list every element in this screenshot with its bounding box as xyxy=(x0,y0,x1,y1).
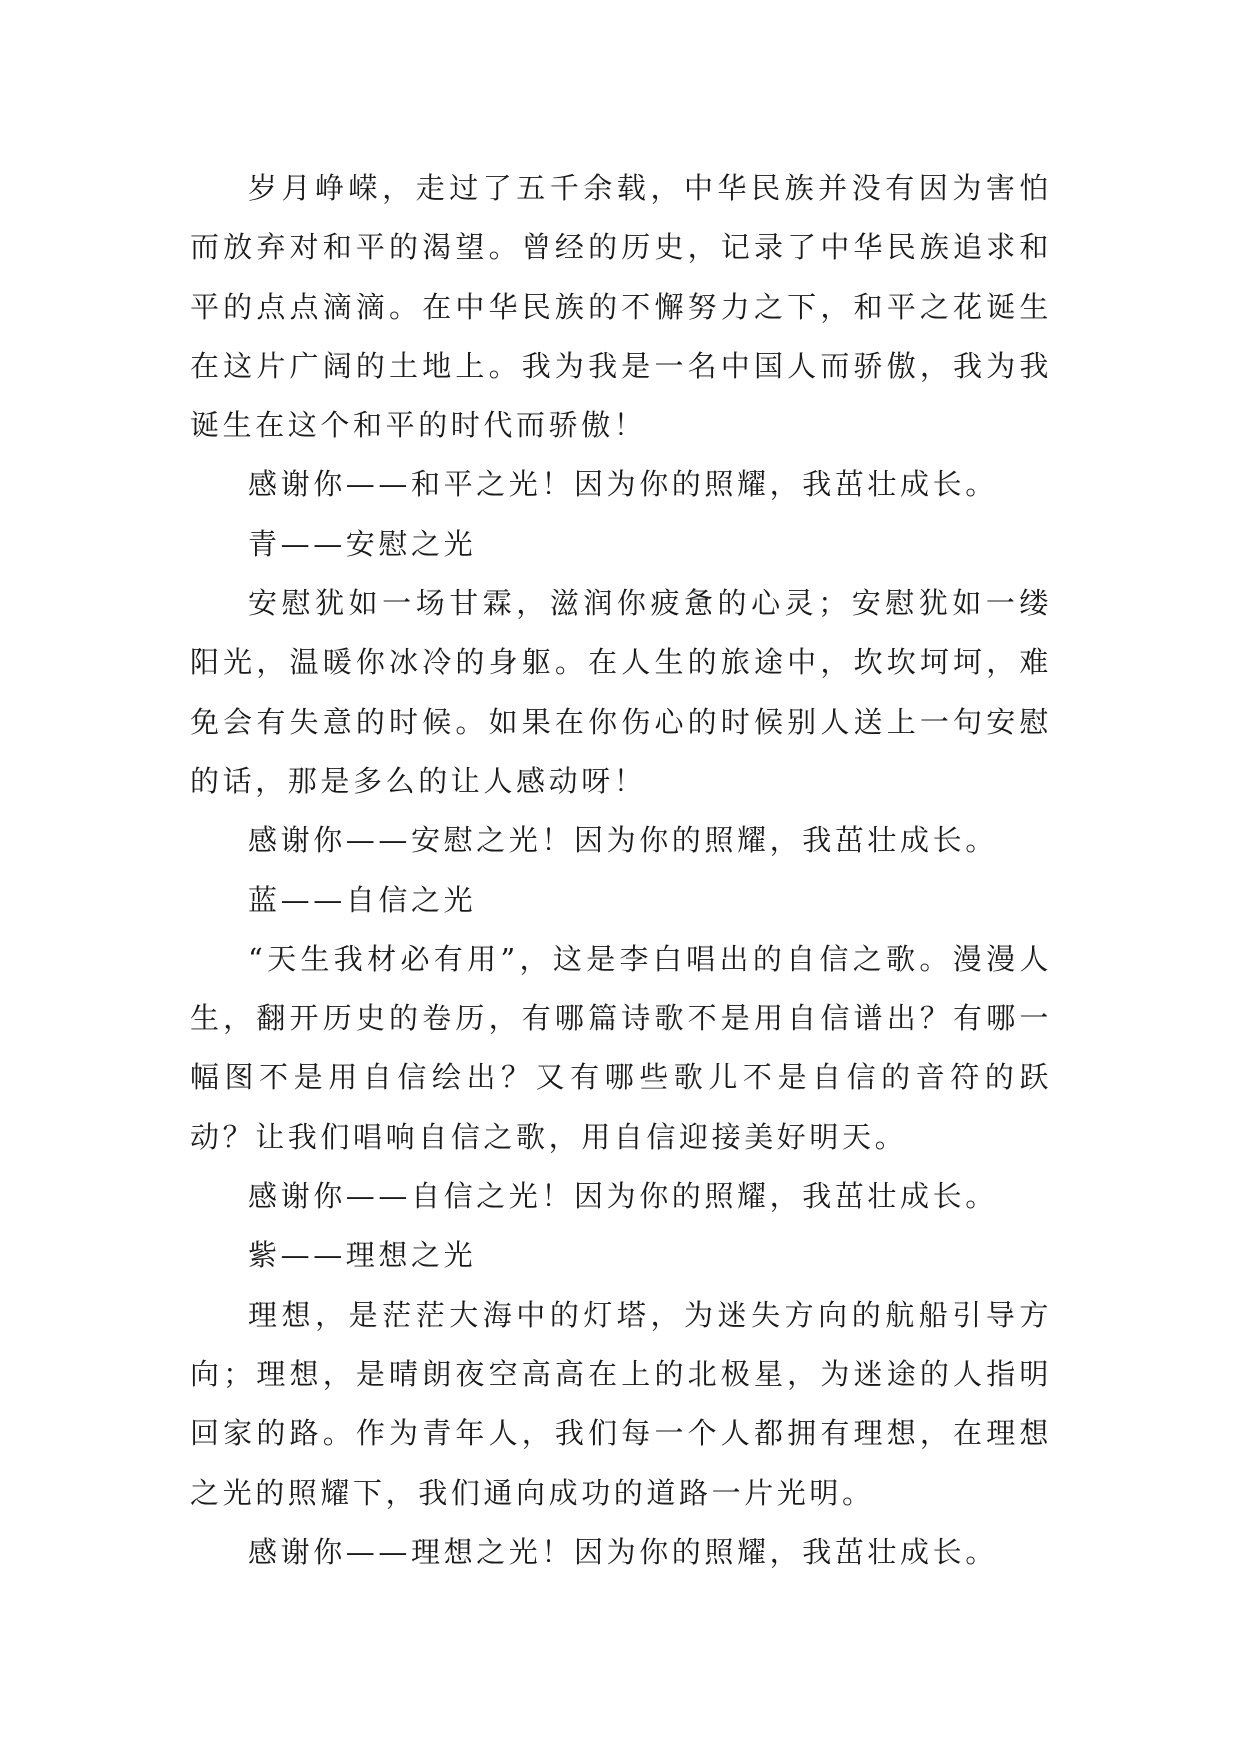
heading-ideal: 紫——理想之光 xyxy=(248,1238,477,1273)
paragraph-thanks-peace: 感谢你——和平之光！因为你的照耀，我茁壮成长。 xyxy=(248,467,998,502)
document-body xyxy=(190,159,1052,1582)
paragraph-confidence: “天生我材必有用”，这是李白唱出的自信之歌。漫漫人生，翻开历史的卷历，有哪篇诗歌不是用自信谱出？有哪一幅图不是用自信绘出？又有哪些歌儿不是自信的音符的跃动？让我们唱响自信之歌，用自信迎接美好明天。 xyxy=(190,941,1052,1154)
paragraph-ideal: 理想，是茫茫大海中的灯塔，为迷失方向的航船引导方向；理想，是晴朗夜空高高在上的北极星，为迷途的人指明回家的路。作为青年人，我们每一个人都拥有理想，在理想之光的照耀下，我们通向成功的道路一片光明。 xyxy=(190,1297,1052,1510)
paragraph-comfort: 安慰犹如一场甘霖，滋润你疲惫的心灵；安慰犹如一缕阳光，温暖你冰冷的身躯。在人生的旅途中，坎坎坷坷，难免会有失意的时候。如果在你伤心的时候别人送上一句安慰的话，那是多么的让人感动呀！ xyxy=(190,586,1052,798)
paragraph-thanks-confidence: 感谢你——自信之光！因为你的照耀，我茁壮成长。 xyxy=(248,1179,998,1214)
paragraph-thanks-comfort: 感谢你——安慰之光！因为你的照耀，我茁壮成长。 xyxy=(248,823,998,858)
paragraph-thanks-ideal: 感谢你——理想之光！因为你的照耀，我茁壮成长。 xyxy=(248,1534,998,1569)
heading-comfort: 青——安慰之光 xyxy=(248,526,477,561)
heading-confidence: 蓝——自信之光 xyxy=(248,882,477,917)
paragraph-peace: 岁月峥嵘，走过了五千余载，中华民族并没有因为害怕而放弃对和平的渴望。曾经的历史，记录了中华民族追求和平的点点滴滴。在中华民族的不懈努力之下，和平之花诞生在这片广阔的土地上。我为我是一名中国人而骄傲，我为我诞生在这个和平的时代而骄傲！ xyxy=(190,171,1052,443)
